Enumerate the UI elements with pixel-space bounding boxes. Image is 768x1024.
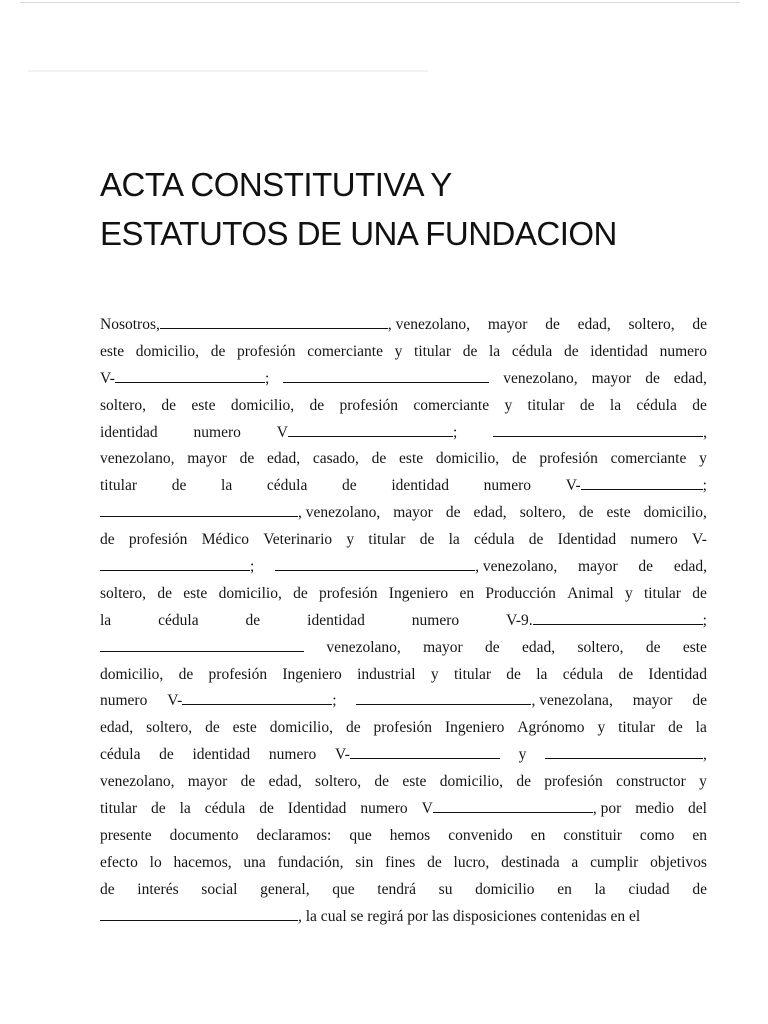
text-fragment: destinada bbox=[501, 853, 560, 871]
body-line-23 bbox=[100, 904, 707, 931]
text-fragment: domicilio, bbox=[439, 773, 504, 791]
text-fragment: de bbox=[579, 396, 595, 414]
text-fragment: medio bbox=[635, 800, 674, 818]
text-fragment: numero bbox=[411, 611, 460, 629]
text-fragment: cédula bbox=[158, 611, 199, 629]
text-fragment: y bbox=[597, 719, 606, 737]
text-fragment: de bbox=[506, 665, 521, 683]
text-fragment: cédula bbox=[636, 396, 677, 414]
body-line-18 bbox=[100, 769, 707, 796]
text-fragment: V bbox=[276, 423, 288, 441]
text-fragment: domicilio, bbox=[269, 719, 333, 737]
text-fragment: de bbox=[157, 584, 172, 602]
blank-field[interactable] bbox=[275, 556, 475, 571]
text-fragment: fundación, bbox=[277, 853, 344, 871]
text-fragment: numero bbox=[630, 531, 678, 549]
text-fragment: identidad bbox=[391, 477, 449, 495]
text-fragment: mayor bbox=[487, 316, 528, 333]
text-fragment: edad, bbox=[577, 316, 611, 333]
text-fragment: titular bbox=[100, 477, 138, 495]
text-fragment: soltero, bbox=[577, 638, 624, 656]
text-fragment: numero bbox=[100, 692, 148, 710]
body-line-14 bbox=[100, 662, 707, 689]
text-fragment: Ingeniero bbox=[282, 665, 342, 683]
text-fragment: de bbox=[259, 800, 274, 818]
blank-field[interactable] bbox=[100, 637, 304, 652]
text-fragment: , venezolano, bbox=[298, 504, 381, 522]
blank-field[interactable] bbox=[350, 744, 500, 759]
text-fragment: este bbox=[399, 450, 424, 468]
text-fragment: de bbox=[528, 531, 544, 549]
body-line-12 bbox=[100, 608, 707, 635]
text-fragment: de bbox=[645, 369, 660, 387]
text-fragment: de bbox=[245, 611, 261, 629]
text-fragment: de bbox=[545, 316, 560, 333]
blank-field[interactable] bbox=[100, 906, 298, 921]
body-line-16 bbox=[100, 715, 707, 742]
text-fragment: domicilio bbox=[475, 880, 535, 898]
text-fragment: de bbox=[578, 504, 594, 522]
text-fragment: comerciante bbox=[307, 342, 383, 360]
text-fragment: de bbox=[563, 342, 579, 360]
text-fragment: hemos bbox=[389, 826, 431, 844]
text-fragment: ; bbox=[702, 477, 707, 495]
text-fragment: edad, bbox=[266, 450, 301, 468]
text-fragment: Identidad bbox=[557, 531, 617, 549]
text-fragment: V- bbox=[167, 692, 183, 710]
text-fragment: interés bbox=[137, 880, 179, 898]
text-fragment: edad, bbox=[100, 719, 134, 737]
text-fragment: profesión bbox=[539, 450, 598, 468]
text-fragment: de bbox=[511, 450, 527, 468]
text-fragment: de bbox=[645, 638, 661, 656]
document-body bbox=[100, 312, 707, 930]
body-line-5 bbox=[100, 420, 707, 447]
text-fragment: , bbox=[703, 423, 707, 441]
text-fragment: profesión bbox=[319, 584, 378, 602]
text-fragment: domicilio, bbox=[135, 342, 200, 360]
text-fragment: de bbox=[293, 584, 308, 602]
body-line-2 bbox=[100, 339, 707, 366]
text-fragment: identidad bbox=[590, 342, 648, 360]
text-fragment: en bbox=[530, 826, 546, 844]
text-fragment: lucro, bbox=[453, 853, 490, 871]
text-fragment: profesión bbox=[339, 396, 399, 414]
body-line-8 bbox=[100, 500, 707, 527]
text-fragment: que bbox=[332, 880, 355, 898]
text-fragment: V- bbox=[334, 746, 350, 764]
text-fragment: , venezolana, bbox=[531, 692, 613, 710]
text-fragment: numero bbox=[483, 477, 532, 495]
text-fragment: la bbox=[609, 396, 622, 414]
text-fragment: venezolano, bbox=[100, 450, 175, 468]
faint-header-line bbox=[28, 70, 428, 72]
text-fragment: Producción bbox=[485, 584, 556, 602]
text-fragment: y bbox=[430, 665, 439, 683]
body-line-13 bbox=[100, 635, 707, 662]
text-fragment: la bbox=[536, 665, 548, 683]
text-fragment: del bbox=[687, 800, 707, 818]
text-fragment: comerciante bbox=[413, 396, 490, 414]
text-fragment: Animal bbox=[567, 584, 614, 602]
text-fragment: soltero, bbox=[100, 396, 147, 414]
text-fragment: mayor bbox=[591, 369, 632, 387]
text-fragment: y bbox=[504, 396, 513, 414]
text-fragment: edad, bbox=[673, 369, 707, 387]
title-line-1: ACTA CONSTITUTIVA Y bbox=[100, 166, 452, 203]
blank-field[interactable] bbox=[115, 368, 265, 383]
title-line-2: ESTATUTOS DE UNA FUNDACION bbox=[100, 215, 617, 252]
text-fragment: titular bbox=[100, 800, 138, 818]
text-fragment: que bbox=[349, 826, 372, 844]
text-fragment: este bbox=[402, 773, 427, 791]
text-fragment: y bbox=[518, 746, 527, 764]
text-fragment: numero bbox=[659, 342, 707, 360]
body-line-21 bbox=[100, 850, 707, 877]
text-fragment: titular bbox=[643, 584, 681, 602]
text-fragment: constructor bbox=[616, 773, 686, 791]
text-fragment: de bbox=[178, 665, 194, 683]
text-fragment: de bbox=[159, 746, 174, 764]
text-fragment: la bbox=[695, 719, 707, 737]
body-line-9 bbox=[100, 527, 707, 554]
text-fragment: la bbox=[594, 880, 606, 898]
text-fragment: y bbox=[699, 773, 707, 791]
text-fragment: V- bbox=[692, 531, 707, 549]
text-fragment: su bbox=[438, 880, 453, 898]
text-fragment: este bbox=[606, 504, 631, 522]
text-fragment: constituir bbox=[563, 826, 622, 844]
text-fragment: mayor bbox=[578, 558, 618, 576]
text-fragment: de bbox=[240, 773, 256, 791]
text-fragment: cédula bbox=[474, 531, 515, 549]
text-fragment: numero bbox=[193, 423, 241, 441]
body-line-10 bbox=[100, 554, 707, 581]
text-fragment: este bbox=[183, 584, 208, 602]
text-fragment: cédula bbox=[100, 746, 141, 764]
text-fragment: de bbox=[371, 450, 387, 468]
text-fragment: de bbox=[100, 531, 115, 549]
text-fragment: edad, bbox=[268, 773, 302, 791]
text-fragment: titular bbox=[368, 531, 406, 549]
text-fragment: profesión bbox=[237, 342, 296, 360]
body-line-17 bbox=[100, 742, 707, 769]
text-fragment: de bbox=[638, 558, 654, 576]
text-fragment: de bbox=[692, 316, 707, 333]
text-fragment: edad, bbox=[522, 638, 556, 656]
text-fragment: social bbox=[201, 880, 238, 898]
text-fragment: y bbox=[699, 450, 707, 468]
text-fragment: general, bbox=[260, 880, 310, 898]
text-fragment: y bbox=[346, 531, 355, 549]
text-fragment: de bbox=[445, 504, 461, 522]
text-fragment: Identidad bbox=[287, 800, 347, 818]
text-fragment: titular bbox=[618, 719, 656, 737]
text-fragment: identidad bbox=[100, 423, 158, 441]
text-fragment: fines bbox=[385, 853, 416, 871]
text-fragment: de bbox=[205, 719, 220, 737]
text-fragment: soltero, bbox=[315, 773, 362, 791]
text-fragment: ; bbox=[264, 369, 270, 387]
text-fragment: de bbox=[462, 342, 478, 360]
text-fragment: de bbox=[151, 800, 166, 818]
text-fragment: identidad bbox=[307, 611, 365, 629]
text-fragment: titular bbox=[414, 342, 452, 360]
text-fragment: domicilio, bbox=[435, 450, 500, 468]
text-fragment: comerciante bbox=[610, 450, 687, 468]
text-fragment: venezolano, bbox=[503, 369, 578, 387]
text-fragment: de bbox=[692, 692, 707, 710]
body-line-20 bbox=[100, 823, 707, 850]
blank-field[interactable] bbox=[545, 744, 703, 759]
text-fragment: profesión bbox=[544, 773, 603, 791]
body-line-1 bbox=[100, 312, 707, 339]
text-fragment: documento bbox=[169, 826, 239, 844]
text-fragment: domicilio, bbox=[218, 584, 282, 602]
text-fragment: en bbox=[692, 826, 707, 844]
text-fragment: ciudad bbox=[628, 880, 670, 898]
text-fragment: domicilio, bbox=[643, 504, 707, 522]
text-fragment: convenido bbox=[448, 826, 513, 844]
text-fragment: titular bbox=[453, 665, 491, 683]
document-title bbox=[100, 160, 720, 258]
text-fragment: titular bbox=[527, 396, 565, 414]
text-fragment: ; bbox=[250, 558, 255, 576]
text-fragment: mayor bbox=[187, 773, 228, 791]
text-fragment: en bbox=[459, 584, 475, 602]
text-fragment: este bbox=[100, 342, 125, 360]
text-fragment: cumplir bbox=[590, 853, 639, 871]
text-fragment: a bbox=[571, 853, 579, 871]
text-fragment: numero bbox=[268, 746, 317, 764]
text-fragment: soltero, bbox=[100, 584, 147, 602]
text-fragment: en bbox=[557, 880, 572, 898]
text-fragment: Nosotros, bbox=[100, 316, 160, 333]
text-fragment: profesión bbox=[208, 665, 268, 683]
text-fragment: de bbox=[692, 396, 707, 414]
text-fragment: soltero, bbox=[519, 504, 566, 522]
text-fragment: mayor bbox=[187, 450, 227, 468]
text-fragment: de bbox=[239, 450, 255, 468]
blank-field[interactable] bbox=[182, 690, 332, 705]
text-fragment: y bbox=[624, 584, 633, 602]
text-fragment: como bbox=[639, 826, 675, 844]
text-fragment: mayor bbox=[393, 504, 433, 522]
text-fragment: objetivos bbox=[650, 853, 707, 871]
body-line-15 bbox=[100, 688, 707, 715]
blank-field[interactable] bbox=[356, 690, 531, 705]
text-fragment: cédula bbox=[511, 342, 553, 360]
text-fragment: Agrónomo bbox=[517, 719, 585, 737]
body-line-19 bbox=[100, 796, 707, 823]
text-fragment: hacemos, bbox=[173, 853, 232, 871]
text-fragment: V bbox=[421, 800, 433, 818]
text-fragment: mayor bbox=[423, 638, 463, 656]
text-fragment: este bbox=[682, 638, 707, 656]
text-fragment: ; bbox=[702, 611, 707, 629]
top-divider bbox=[20, 2, 740, 3]
text-fragment: la bbox=[448, 531, 460, 549]
text-fragment: venezolano, bbox=[326, 638, 401, 656]
text-fragment: sin bbox=[355, 853, 374, 871]
text-fragment: edad, bbox=[673, 558, 707, 576]
text-fragment: identidad bbox=[192, 746, 251, 764]
text-fragment: la bbox=[100, 611, 112, 629]
text-fragment: ; bbox=[332, 692, 337, 710]
text-fragment: domicilio, bbox=[230, 396, 295, 414]
text-fragment: V- bbox=[565, 477, 581, 495]
text-fragment: de bbox=[342, 477, 357, 495]
text-fragment: soltero, bbox=[146, 719, 193, 737]
blank-field[interactable] bbox=[533, 610, 703, 625]
blank-field[interactable] bbox=[493, 422, 703, 437]
text-fragment: ; bbox=[452, 423, 458, 441]
text-fragment: edad, bbox=[473, 504, 507, 522]
text-fragment: lo bbox=[149, 853, 162, 871]
text-fragment: , por bbox=[592, 800, 622, 818]
text-fragment: mayor bbox=[632, 692, 673, 710]
text-fragment: de bbox=[692, 584, 707, 602]
text-fragment: una bbox=[243, 853, 266, 871]
text-fragment: domicilio, bbox=[100, 665, 164, 683]
blank-field[interactable] bbox=[581, 475, 703, 490]
blank-field[interactable] bbox=[283, 368, 489, 383]
text-fragment: cédula bbox=[562, 665, 604, 683]
text-fragment: de bbox=[692, 880, 707, 898]
text-fragment: cédula bbox=[204, 800, 246, 818]
body-line-6 bbox=[100, 446, 707, 473]
text-fragment: de bbox=[100, 880, 115, 898]
text-fragment: Ingeniero bbox=[388, 584, 449, 602]
text-fragment: la bbox=[489, 342, 501, 360]
text-fragment: , bbox=[703, 746, 707, 764]
text-fragment: Identidad bbox=[648, 665, 707, 683]
text-fragment: , venezolano, bbox=[387, 316, 471, 333]
blank-field[interactable] bbox=[100, 556, 250, 571]
text-fragment: profesión bbox=[128, 531, 188, 549]
blank-field[interactable] bbox=[100, 502, 298, 517]
text-fragment: efecto bbox=[100, 853, 138, 871]
body-line-3 bbox=[100, 366, 707, 393]
text-fragment: de bbox=[345, 719, 361, 737]
text-fragment: profesión bbox=[373, 719, 433, 737]
text-fragment: Veterinario bbox=[263, 531, 333, 549]
text-fragment: de bbox=[419, 531, 435, 549]
text-fragment: cédula bbox=[266, 477, 308, 495]
text-fragment: V-9. bbox=[506, 611, 533, 629]
text-fragment: de bbox=[374, 773, 390, 791]
text-fragment: tendrá bbox=[377, 880, 417, 898]
text-fragment: industrial bbox=[357, 665, 416, 683]
text-fragment: casado, bbox=[312, 450, 359, 468]
text-fragment: numero bbox=[360, 800, 408, 818]
text-fragment: de bbox=[161, 396, 177, 414]
text-fragment: de bbox=[427, 853, 442, 871]
text-fragment: la bbox=[179, 800, 191, 818]
text-fragment: de bbox=[618, 665, 634, 683]
text-fragment: V- bbox=[100, 369, 115, 387]
text-fragment: de bbox=[210, 342, 226, 360]
text-fragment: este bbox=[191, 396, 216, 414]
text-fragment: de bbox=[309, 396, 325, 414]
text-fragment: de bbox=[516, 773, 531, 791]
text-fragment: presente bbox=[100, 826, 152, 844]
blank-field[interactable] bbox=[433, 798, 593, 813]
text-fragment: y bbox=[394, 342, 403, 360]
body-line-11 bbox=[100, 581, 707, 608]
blank-field[interactable] bbox=[288, 422, 453, 437]
text-fragment: este bbox=[232, 719, 257, 737]
body-line-4 bbox=[100, 393, 707, 420]
text-fragment: de bbox=[668, 719, 683, 737]
body-line-7 bbox=[100, 473, 707, 500]
blank-field[interactable] bbox=[160, 314, 388, 329]
text-fragment: la bbox=[221, 477, 233, 495]
body-line-22 bbox=[100, 877, 707, 904]
text-fragment: declaramos: bbox=[256, 826, 332, 844]
text-fragment: , venezolano, bbox=[475, 558, 558, 576]
text-fragment: de bbox=[485, 638, 500, 656]
text-fragment: , la cual se regirá por las disposiciones contenidas en el bbox=[298, 907, 641, 925]
text-fragment: de bbox=[171, 477, 187, 495]
text-fragment: soltero, bbox=[628, 316, 675, 333]
text-fragment: venezolano, bbox=[100, 773, 175, 791]
text-fragment: Médico bbox=[201, 531, 250, 549]
text-fragment: Ingeniero bbox=[445, 719, 505, 737]
